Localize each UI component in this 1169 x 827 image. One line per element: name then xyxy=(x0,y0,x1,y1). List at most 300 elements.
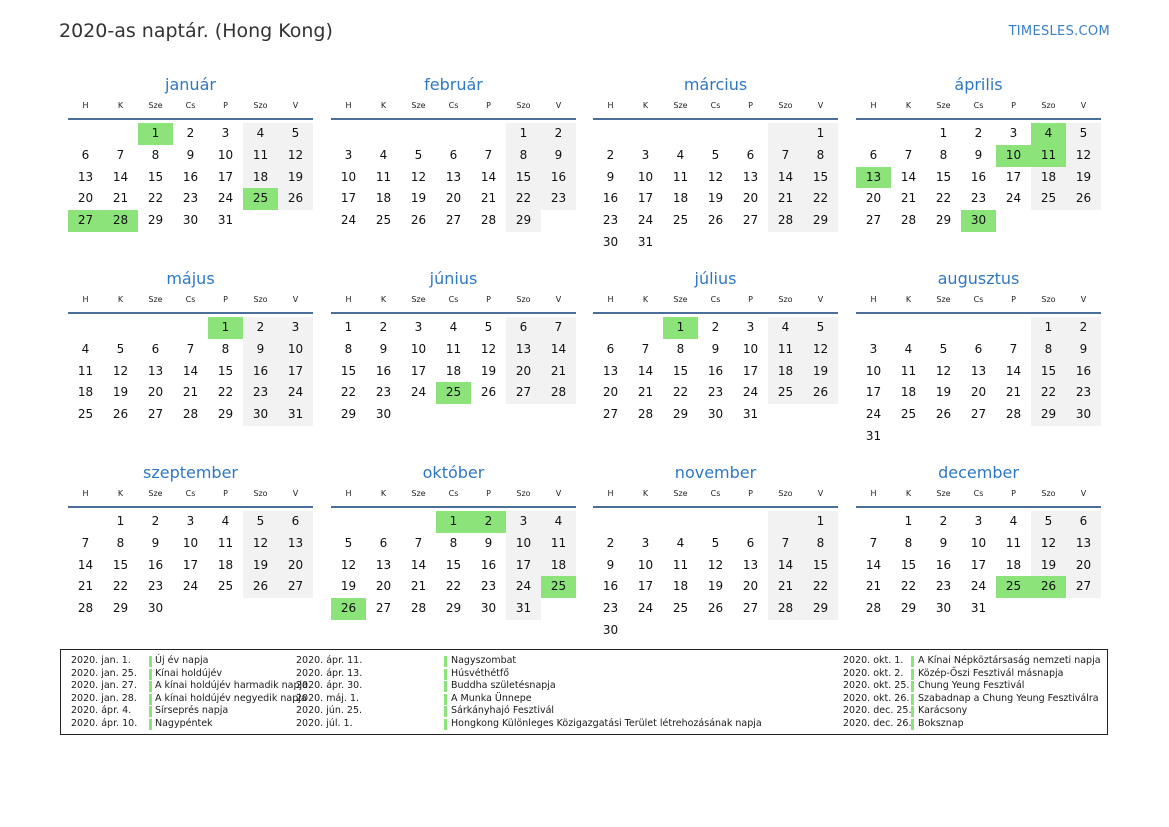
day-cell: 23 xyxy=(970,191,987,206)
weekday-label: Szo xyxy=(253,489,268,498)
weekday-label: K xyxy=(117,489,124,498)
weekday-header xyxy=(331,486,576,508)
day-cell: 25 xyxy=(77,407,94,422)
day-cell: 12 xyxy=(112,363,129,378)
legend-holiday-name: Buddha születésnapja xyxy=(451,680,556,692)
weekday-label: Szo xyxy=(516,489,531,498)
day-cell: 26 xyxy=(243,576,278,598)
day-cell: 3 xyxy=(869,341,878,356)
empty-cell xyxy=(436,123,471,145)
day-cell: 30 xyxy=(480,601,497,616)
day-cell: 5 xyxy=(116,341,125,356)
legend-date: 2020. ápr. 4. xyxy=(71,705,132,717)
legend-color-marker xyxy=(444,694,447,705)
day-cell: 30 xyxy=(935,601,952,616)
legend-color-marker xyxy=(149,694,152,705)
day-cell: 28 xyxy=(541,382,576,404)
day-cell: 13 xyxy=(147,363,164,378)
legend-date: 2020. okt. 2. xyxy=(843,667,904,679)
weekday-label: Cs xyxy=(710,101,721,110)
empty-cell xyxy=(768,123,803,145)
day-cell: 20 xyxy=(602,385,619,400)
day-cell: 20 xyxy=(278,555,313,577)
legend-color-marker xyxy=(444,681,447,692)
day-cell: 4 xyxy=(379,147,388,162)
day-cell: 14 xyxy=(182,363,199,378)
weekday-label: K xyxy=(905,489,912,498)
day-cell: 24 xyxy=(340,213,357,228)
legend-color-marker xyxy=(149,681,152,692)
day-cell: 16 xyxy=(243,361,278,383)
day-cell: 1 xyxy=(803,123,838,145)
day-cell: 5 xyxy=(1031,511,1066,533)
day-cell: 28 xyxy=(637,407,654,422)
day-cell: 10 xyxy=(182,535,199,550)
day-cell: 24 xyxy=(217,191,234,206)
weekday-header xyxy=(856,292,1101,314)
day-cell: 30 xyxy=(707,407,724,422)
day-cell: 4 xyxy=(221,514,230,528)
day-cell: 18 xyxy=(672,191,689,206)
day-cell: 25 xyxy=(672,213,689,228)
empty-cell xyxy=(663,511,698,533)
day-cell: 26 xyxy=(935,407,952,422)
day-cell: 20 xyxy=(445,191,462,206)
day-cell: 11 xyxy=(77,363,94,378)
holiday-day-cell: 1 xyxy=(663,317,698,339)
legend-color-marker xyxy=(911,719,914,730)
empty-cell xyxy=(173,317,208,339)
day-cell: 3 xyxy=(221,126,230,140)
month-10 xyxy=(331,462,576,620)
day-cell: 15 xyxy=(672,363,689,378)
day-cell: 2 xyxy=(606,535,615,550)
day-cell: 11 xyxy=(375,169,392,184)
legend-color-marker xyxy=(911,669,914,680)
day-cell: 9 xyxy=(606,557,615,572)
day-cell: 3 xyxy=(746,320,755,334)
day-cell: 1 xyxy=(904,514,913,528)
day-cell: 8 xyxy=(676,341,685,356)
day-cell: 7 xyxy=(641,341,650,356)
weekday-label: V xyxy=(1080,295,1087,304)
day-cell: 19 xyxy=(707,191,724,206)
day-cell: 21 xyxy=(77,579,94,594)
holiday-day-cell: 25 xyxy=(243,188,278,210)
legend-holiday-name: Boksznap xyxy=(918,717,964,729)
weekday-label: Cs xyxy=(448,295,459,304)
day-cell: 10 xyxy=(970,535,987,550)
day-cell: 20 xyxy=(865,191,882,206)
day-cell: 14 xyxy=(410,557,427,572)
day-cell: 4 xyxy=(449,320,458,334)
day-cell: 25 xyxy=(900,407,917,422)
empty-cell xyxy=(103,123,138,145)
day-cell: 27 xyxy=(445,213,462,228)
holiday-day-cell: 2 xyxy=(471,511,506,533)
day-cell: 27 xyxy=(506,382,541,404)
day-cell: 1 xyxy=(1031,317,1066,339)
day-cell: 21 xyxy=(865,579,882,594)
day-cell: 19 xyxy=(707,579,724,594)
day-cell: 21 xyxy=(900,191,917,206)
day-cell: 14 xyxy=(865,557,882,572)
day-cell: 9 xyxy=(484,535,493,550)
legend-date: 2020. okt. 26. xyxy=(843,692,910,704)
day-cell: 29 xyxy=(445,601,462,616)
day-cell: 27 xyxy=(375,601,392,616)
day-cell: 6 xyxy=(506,317,541,339)
empty-cell xyxy=(331,511,366,533)
weekday-label: H xyxy=(870,295,877,304)
legend-color-marker xyxy=(911,656,914,667)
empty-cell xyxy=(331,123,366,145)
day-cell: 20 xyxy=(77,191,94,206)
day-cell: 20 xyxy=(147,385,164,400)
weekday-label: V xyxy=(292,295,299,304)
empty-cell xyxy=(593,123,628,145)
legend-holiday-name: Hongkong Különleges Közigazgatási Terület létrehozásának napja xyxy=(451,717,762,729)
empty-cell xyxy=(401,511,436,533)
day-cell: 24 xyxy=(637,213,654,228)
holiday-day-cell: 25 xyxy=(996,576,1031,598)
day-cell: 29 xyxy=(112,601,129,616)
weekday-label: H xyxy=(607,295,614,304)
day-cell: 2 xyxy=(711,320,720,334)
day-cell: 10 xyxy=(865,363,882,378)
holiday-day-cell: 30 xyxy=(961,210,996,232)
day-cell: 14 xyxy=(768,555,803,577)
brand-link[interactable]: TIMESLES.COM xyxy=(1008,24,1110,39)
day-cell: 27 xyxy=(865,213,882,228)
day-cell: 18 xyxy=(1031,167,1066,189)
day-cell: 11 xyxy=(1005,535,1022,550)
day-cell: 9 xyxy=(606,169,615,184)
day-cell: 15 xyxy=(112,557,129,572)
weekday-label: K xyxy=(380,101,387,110)
day-cell: 16 xyxy=(375,363,392,378)
month-title: március xyxy=(683,75,748,94)
day-cell: 14 xyxy=(112,169,129,184)
day-cell: 12 xyxy=(1031,533,1066,555)
holiday-day-cell: 13 xyxy=(856,167,891,189)
day-cell: 28 xyxy=(1005,407,1022,422)
day-cell: 2 xyxy=(606,147,615,162)
weekday-label: P xyxy=(486,489,491,498)
day-cell: 17 xyxy=(637,191,654,206)
day-cell: 7 xyxy=(484,147,493,162)
day-cell: 18 xyxy=(243,167,278,189)
day-cell: 3 xyxy=(1009,126,1018,140)
day-cell: 20 xyxy=(375,579,392,594)
day-cell: 16 xyxy=(970,169,987,184)
day-cell: 27 xyxy=(742,213,759,228)
weekday-header xyxy=(856,486,1101,508)
weekday-label: P xyxy=(1011,489,1016,498)
day-cell: 7 xyxy=(81,535,90,550)
month-9 xyxy=(68,462,313,620)
legend-date: 2020. jan. 27. xyxy=(71,680,137,692)
day-cell: 25 xyxy=(375,213,392,228)
day-cell: 7 xyxy=(414,535,423,550)
weekday-label: K xyxy=(642,101,649,110)
weekday-label: Szo xyxy=(778,489,793,498)
day-cell: 27 xyxy=(970,407,987,422)
day-cell: 1 xyxy=(506,123,541,145)
day-cell: 2 xyxy=(974,126,983,140)
legend-holiday-name: Sárkányhajó Fesztivál xyxy=(451,705,555,717)
weekday-label: Cs xyxy=(710,295,721,304)
day-cell: 11 xyxy=(768,339,803,361)
day-cell: 12 xyxy=(935,363,952,378)
empty-cell xyxy=(961,317,996,339)
weekday-label: Sze xyxy=(673,101,688,110)
day-cell: 24 xyxy=(742,385,759,400)
day-cell: 18 xyxy=(217,557,234,572)
day-cell: 5 xyxy=(939,341,948,356)
weekday-label: Sze xyxy=(411,101,426,110)
empty-cell xyxy=(628,511,663,533)
day-cell: 9 xyxy=(974,147,983,162)
day-cell: 8 xyxy=(939,147,948,162)
day-cell: 30 xyxy=(147,601,164,616)
day-cell: 28 xyxy=(182,407,199,422)
day-cell: 29 xyxy=(935,213,952,228)
empty-cell xyxy=(856,511,891,533)
day-cell: 17 xyxy=(742,363,759,378)
day-cell: 4 xyxy=(768,317,803,339)
day-cell: 6 xyxy=(151,341,160,356)
day-cell: 26 xyxy=(707,213,724,228)
day-grid xyxy=(856,123,1101,232)
day-cell: 7 xyxy=(1009,341,1018,356)
day-cell: 17 xyxy=(506,555,541,577)
day-cell: 17 xyxy=(217,169,234,184)
day-cell: 17 xyxy=(970,557,987,572)
day-cell: 8 xyxy=(506,145,541,167)
day-cell: 22 xyxy=(803,576,838,598)
legend-color-marker xyxy=(444,706,447,717)
legend-date: 2020. júl. 1. xyxy=(296,717,353,729)
day-cell: 18 xyxy=(541,555,576,577)
legend-holiday-name: Közép-Őszi Fesztivál másnapja xyxy=(918,667,1064,679)
day-cell: 15 xyxy=(803,167,838,189)
day-cell: 22 xyxy=(935,191,952,206)
empty-cell xyxy=(366,123,401,145)
day-grid xyxy=(331,317,576,426)
empty-cell xyxy=(68,123,103,145)
month-title: május xyxy=(166,269,215,288)
legend-date: 2020. jún. 25. xyxy=(296,705,363,717)
weekday-label: Sze xyxy=(411,489,426,498)
day-cell: 18 xyxy=(77,385,94,400)
legend-color-marker xyxy=(444,669,447,680)
weekday-label: P xyxy=(748,101,753,110)
holiday-day-cell: 26 xyxy=(331,598,366,620)
empty-cell xyxy=(698,511,733,533)
weekday-label: Sze xyxy=(673,489,688,498)
day-cell: 26 xyxy=(803,382,838,404)
day-cell: 16 xyxy=(480,557,497,572)
day-cell: 24 xyxy=(410,385,427,400)
day-cell: 3 xyxy=(974,514,983,528)
day-cell: 22 xyxy=(672,385,689,400)
day-cell: 13 xyxy=(970,363,987,378)
day-cell: 16 xyxy=(541,167,576,189)
empty-cell xyxy=(856,123,891,145)
day-cell: 15 xyxy=(340,363,357,378)
weekday-label: P xyxy=(223,101,228,110)
day-cell: 28 xyxy=(480,213,497,228)
day-cell: 14 xyxy=(900,169,917,184)
day-grid xyxy=(68,511,313,620)
weekday-label: P xyxy=(1011,295,1016,304)
day-cell: 30 xyxy=(375,407,392,422)
day-cell: 7 xyxy=(904,147,913,162)
day-cell: 10 xyxy=(637,557,654,572)
day-cell: 29 xyxy=(506,210,541,232)
weekday-label: K xyxy=(905,295,912,304)
weekday-label: V xyxy=(817,295,824,304)
day-cell: 2 xyxy=(541,123,576,145)
day-cell: 21 xyxy=(1005,385,1022,400)
day-cell: 15 xyxy=(935,169,952,184)
weekday-label: P xyxy=(486,101,491,110)
day-cell: 11 xyxy=(672,557,689,572)
legend-color-marker xyxy=(149,719,152,730)
weekday-header xyxy=(593,486,838,508)
weekday-header xyxy=(68,292,313,314)
day-cell: 12 xyxy=(243,533,278,555)
month-title: január xyxy=(165,75,216,94)
weekday-label: H xyxy=(82,295,89,304)
day-cell: 23 xyxy=(602,601,619,616)
day-cell: 21 xyxy=(182,385,199,400)
holiday-day-cell: 10 xyxy=(996,145,1031,167)
weekday-label: K xyxy=(642,489,649,498)
month-4 xyxy=(856,74,1101,232)
weekday-label: H xyxy=(345,489,352,498)
day-cell: 22 xyxy=(803,188,838,210)
day-cell: 31 xyxy=(506,598,541,620)
day-cell: 8 xyxy=(151,147,160,162)
day-cell: 16 xyxy=(182,169,199,184)
month-title: február xyxy=(424,75,483,94)
day-cell: 19 xyxy=(935,385,952,400)
day-cell: 5 xyxy=(1066,123,1101,145)
empty-cell xyxy=(663,123,698,145)
day-cell: 21 xyxy=(768,576,803,598)
day-cell: 12 xyxy=(1066,145,1101,167)
day-cell: 19 xyxy=(243,555,278,577)
day-cell: 11 xyxy=(900,363,917,378)
day-cell: 13 xyxy=(506,339,541,361)
weekday-label: V xyxy=(292,101,299,110)
day-cell: 9 xyxy=(379,341,388,356)
day-cell: 23 xyxy=(375,385,392,400)
day-cell: 1 xyxy=(939,126,948,140)
empty-cell xyxy=(891,317,926,339)
weekday-header xyxy=(593,98,838,120)
weekday-label: Szo xyxy=(778,295,793,304)
day-cell: 2 xyxy=(379,320,388,334)
day-cell: 12 xyxy=(480,341,497,356)
day-cell: 4 xyxy=(541,511,576,533)
weekday-label: V xyxy=(555,101,562,110)
legend-date: 2020. máj. 1. xyxy=(296,692,360,704)
day-cell: 8 xyxy=(1031,339,1066,361)
day-cell: 6 xyxy=(1066,511,1101,533)
day-cell: 18 xyxy=(375,191,392,206)
day-cell: 28 xyxy=(865,601,882,616)
day-cell: 1 xyxy=(116,514,125,528)
month-title: november xyxy=(674,463,757,482)
holiday-day-cell: 26 xyxy=(1031,576,1066,598)
day-cell: 29 xyxy=(217,407,234,422)
day-cell: 15 xyxy=(445,557,462,572)
day-cell: 22 xyxy=(900,579,917,594)
month-7 xyxy=(593,268,838,426)
day-cell: 19 xyxy=(480,363,497,378)
day-grid xyxy=(856,511,1101,620)
day-cell: 26 xyxy=(707,601,724,616)
legend-holiday-name: Szabadnap a Chung Yeung Fesztiválra xyxy=(918,692,1099,704)
day-cell: 3 xyxy=(278,317,313,339)
day-cell: 15 xyxy=(900,557,917,572)
weekday-label: H xyxy=(82,489,89,498)
weekday-label: P xyxy=(223,489,228,498)
weekday-label: H xyxy=(607,489,614,498)
day-cell: 21 xyxy=(541,361,576,383)
day-cell: 2 xyxy=(1066,317,1101,339)
day-cell: 5 xyxy=(711,147,720,162)
day-cell: 11 xyxy=(217,535,234,550)
day-cell: 23 xyxy=(243,382,278,404)
day-cell: 11 xyxy=(243,145,278,167)
day-cell: 20 xyxy=(742,579,759,594)
day-cell: 2 xyxy=(243,317,278,339)
day-cell: 3 xyxy=(641,147,650,162)
day-cell: 7 xyxy=(541,317,576,339)
day-cell: 12 xyxy=(707,169,724,184)
day-cell: 9 xyxy=(243,339,278,361)
day-cell: 10 xyxy=(410,341,427,356)
weekday-label: Cs xyxy=(448,489,459,498)
day-cell: 24 xyxy=(637,601,654,616)
day-cell: 24 xyxy=(865,407,882,422)
weekday-label: V xyxy=(555,489,562,498)
month-title: augusztus xyxy=(937,269,1020,288)
weekday-label: Cs xyxy=(973,489,984,498)
day-cell: 7 xyxy=(116,147,125,162)
day-cell: 6 xyxy=(974,341,983,356)
month-1 xyxy=(68,74,313,232)
day-cell: 4 xyxy=(676,535,685,550)
empty-cell xyxy=(471,123,506,145)
month-2 xyxy=(331,74,576,232)
weekday-label: Sze xyxy=(936,295,951,304)
day-cell: 5 xyxy=(414,147,423,162)
day-cell: 27 xyxy=(742,601,759,616)
weekday-label: H xyxy=(870,489,877,498)
legend-color-marker xyxy=(444,719,447,730)
day-cell: 30 xyxy=(602,234,619,249)
empty-cell xyxy=(68,317,103,339)
weekday-label: Sze xyxy=(936,489,951,498)
month-8 xyxy=(856,268,1101,448)
day-cell: 16 xyxy=(602,191,619,206)
day-cell: 7 xyxy=(768,533,803,555)
